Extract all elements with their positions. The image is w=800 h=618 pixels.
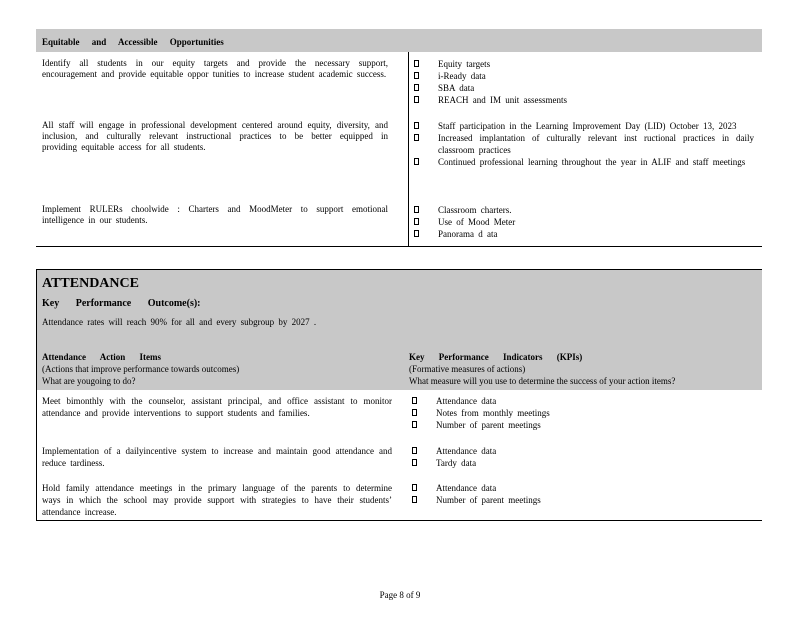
outcome-goal: Attendance rates will reach 90% for all and every subgroup by 2027 .: [42, 317, 317, 327]
indicator-text: Classroom charters.: [438, 205, 512, 215]
indicator-list: [414, 58, 754, 106]
column-question: What measure will you use to determine the success of your action items?: [409, 376, 676, 386]
bullet-icon: [412, 397, 417, 404]
action-item: Implementation of a dailyincentive system to increase and maintain good attendance and reduce tardiness.: [42, 446, 392, 468]
column-title: Attendance Action Items: [42, 352, 161, 362]
bullet-icon: [414, 230, 419, 237]
bullet-icon: [414, 122, 419, 129]
kpi-heading: [409, 351, 675, 387]
list-item: [412, 482, 752, 494]
list-item: [414, 58, 754, 70]
action-item: Identify all students in our equity targets and provide the necessary support, encouragement and provide equitable oppor tunities to increase student academic success.: [42, 58, 388, 79]
bullet-icon: [412, 459, 417, 466]
action-items-heading: [42, 351, 239, 387]
bullet-icon: [412, 409, 417, 416]
indicator-text: Number of parent meetings: [436, 420, 541, 430]
column-question: What are yougoing to do?: [42, 376, 136, 386]
indicator-list: [414, 204, 754, 240]
bullet-icon: [412, 484, 417, 491]
bullet-icon: [412, 496, 417, 503]
bullet-icon: [412, 421, 417, 428]
action-item: All staff will engage in professional development centered around equity, diversity, and inclusion, and culturally relevant instructional practices to be better equipped in providing equitable access for all students.: [42, 120, 388, 152]
bullet-icon: [414, 158, 419, 165]
bullet-icon: [414, 96, 419, 103]
indicator-text: Continued professional learning throughout the year in ALIF and staff meetings: [438, 157, 746, 167]
indicator-text: REACH and IM unit assessments: [438, 95, 567, 105]
list-item: [412, 419, 752, 431]
bullet-icon: [414, 134, 419, 141]
list-item: [414, 120, 754, 132]
indicator-text: Use of Mood Meter: [438, 217, 516, 227]
list-item: [412, 457, 752, 469]
list-item: [414, 228, 754, 240]
indicator-text: Attendance data: [436, 396, 497, 406]
list-item: [414, 132, 754, 156]
list-item: [412, 407, 752, 419]
action-item: Hold family attendance meetings in the primary language of the parents to determine ways in which the school may provide support with strategies to have their students’ attendance increase.: [42, 483, 392, 517]
indicator-text: Tardy data: [436, 458, 477, 468]
indicator-text: Notes from monthly meetings: [436, 408, 550, 418]
indicator-text: Increased implantation of culturally relevant inst ructional practices in daily classroom practices: [438, 133, 754, 155]
attendance-header: [37, 270, 762, 390]
indicator-text: i-Ready data: [438, 71, 486, 81]
bullet-icon: [412, 447, 417, 454]
indicator-text: Number of parent meetings: [436, 495, 541, 505]
equitable-header: Equitable and Accessible Opportunities: [36, 29, 762, 52]
indicator-text: Attendance data: [436, 446, 497, 456]
indicator-list: [412, 395, 752, 431]
action-item: Implement RULERs choolwide : Charters and MoodMeter to support emotional intelligence in our students.: [42, 204, 388, 225]
indicator-list: [412, 445, 752, 469]
column-title: Key Performance Indicators (KPIs): [409, 352, 583, 362]
list-item: [414, 216, 754, 228]
bullet-icon: [414, 218, 419, 225]
indicator-list: [412, 482, 752, 506]
list-item: [414, 70, 754, 82]
bullet-icon: [414, 72, 419, 79]
column-divider: [408, 52, 409, 246]
equitable-table: [36, 52, 762, 246]
list-item: [412, 445, 752, 457]
bullet-icon: [414, 206, 419, 213]
kpo-label: Key Performance Outcome(s):: [42, 298, 201, 309]
indicator-text: SBA data: [438, 83, 475, 93]
action-item: Meet bimonthly with the counselor, assistant principal, and office assistant to monitor attendance and provide interventions to support students and families.: [42, 396, 392, 418]
bullet-icon: [414, 84, 419, 91]
indicator-text: Staff participation in the Learning Improvement Day (LID) October 13, 2023: [438, 121, 737, 131]
list-item: [414, 156, 754, 168]
list-item: [412, 395, 752, 407]
list-item: [414, 94, 754, 106]
list-item: [414, 204, 754, 216]
indicator-list: [414, 120, 754, 168]
list-item: [412, 494, 752, 506]
equitable-section: [36, 29, 762, 247]
list-item: [414, 82, 754, 94]
indicator-text: Equity targets: [438, 59, 491, 69]
indicator-text: Attendance data: [436, 483, 497, 493]
indicator-text: Panorama d ata: [438, 229, 498, 239]
section-title: ATTENDANCE: [42, 276, 139, 291]
attendance-section: [36, 269, 762, 521]
page-number: Page 8 of 9: [379, 590, 421, 600]
bullet-icon: [414, 60, 419, 67]
column-subtitle: (Actions that improve performance towards outcomes): [42, 364, 240, 374]
column-subtitle: (Formative measures of actions): [409, 364, 526, 374]
